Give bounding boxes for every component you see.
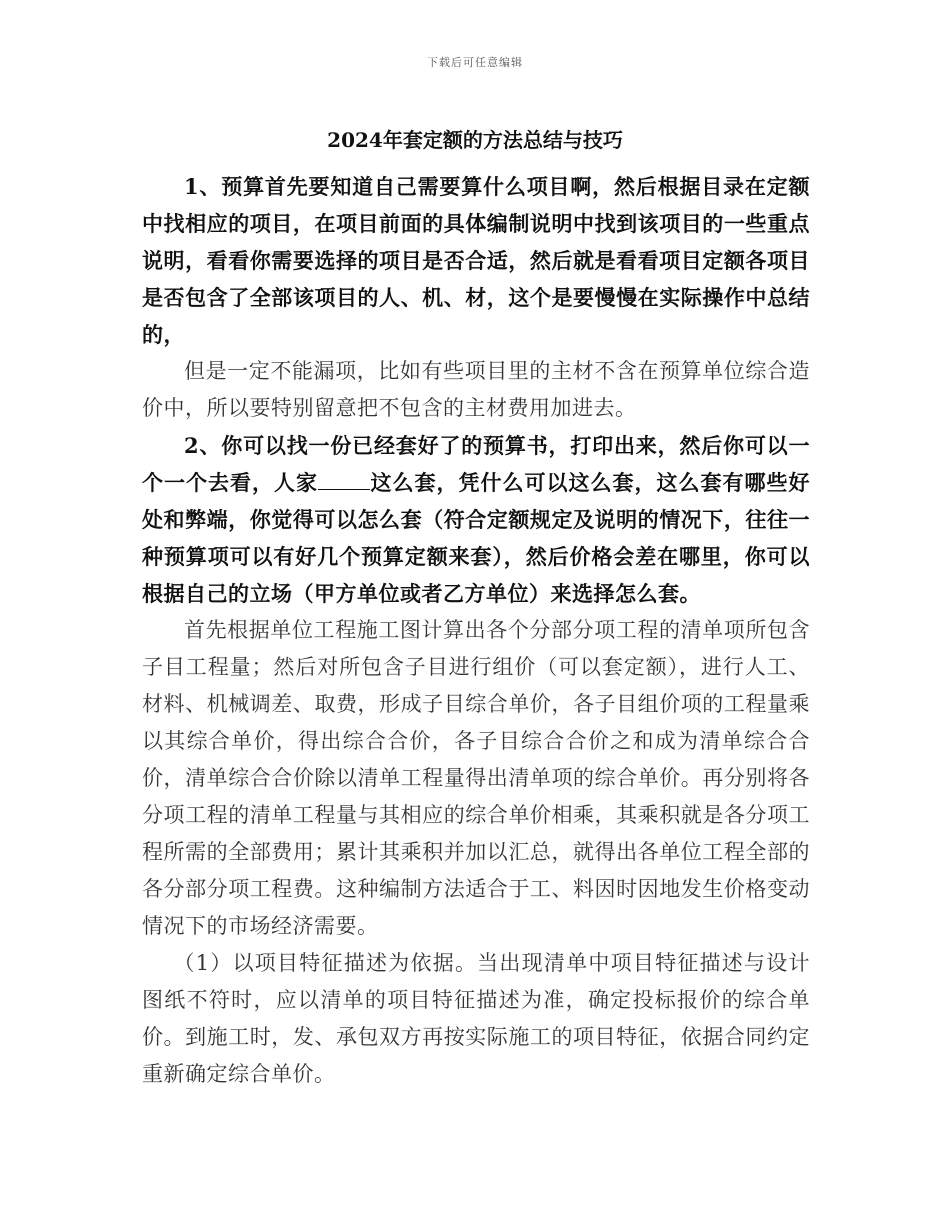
document-body	[142, 168, 810, 1093]
paragraph-2-text-after-blank: 这么套，凭什么可以这么套，这么套有哪些好处和弊端，你觉得可以怎么套（符合定额规定及说明的情况下，往往一种预算项可以有好几个预算定额来套），然后价格会差在哪里，你可以根据自己的立场（甲方单位或者乙方单位）来选择怎么套。	[142, 470, 810, 606]
paragraph-1: 1、预算首先要知道自己需要算什么项目啊，然后根据目录在定额中找相应的项目，在项目前面的具体编制说明中找到该项目的一些重点说明，看看你需要选择的项目是否合适，然后就是看看项目定额各项目是否包含了全部该项目的人、机、材，这个是要慢慢在实际操作中总结的，	[142, 174, 810, 347]
paragraph-4: （1）以项目特征描述为依据。当出现清单中项目特征描述与设计图纸不符时，应以清单的项目特征描述为准，确定投标报价的综合单价。到施工时，发、承包双方再按实际施工的项目特征，依据合同约定重新确定综合单价。	[142, 951, 810, 1086]
paragraph-1-note: 但是一定不能漏项，比如有些项目里的主材不含在预算单位综合造价中，所以要特别留意把不包含的主材费用加进去。	[142, 359, 810, 420]
document-title: 2024年套定额的方法总结与技巧	[327, 128, 623, 152]
paragraph-3: 首先根据单位工程施工图计算出各个分部分项工程的清单项所包含子目工程量；然后对所包含子目进行组价（可以套定额），进行人工、材料、机械调差、取费，形成子目综合单价，各子目组价项的工程量乘以其综合单价，得出综合合价，各子目综合合价之和成为清单综合合价，清单综合合价除以清单工程量得出清单项的综合单价。再分别将各分项工程的清单工程量与其相应的综合单价相乘，其乘积就是各分项工程所需的全部费用；累计其乘积并加以汇总，就得出各单位工程全部的各分部分项工程费。这种编制方法适合于工、料因时因地发生价格变动情况下的市场经济需要。	[142, 618, 810, 938]
header-note: 下载后可任意编辑	[427, 56, 523, 69]
paragraph-2	[142, 427, 810, 612]
fill-in-blank	[318, 469, 370, 490]
paragraph-2-text-before-blank: 2、你可以找一份已经套好了的预算书，打印出来，然后你可以一个一个去看，人家	[142, 433, 810, 495]
